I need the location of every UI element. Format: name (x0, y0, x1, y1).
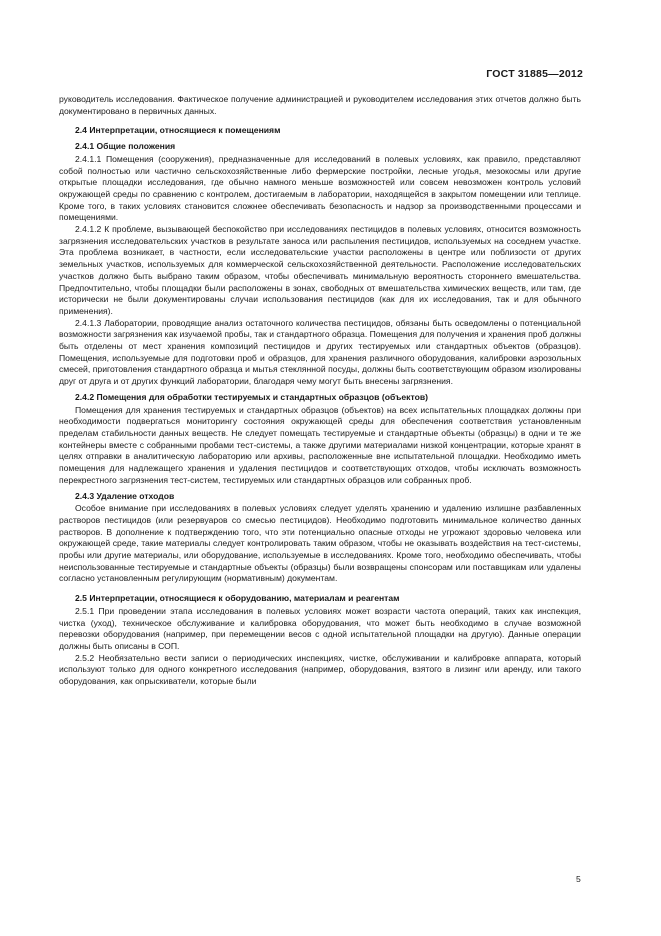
document-body (59, 94, 581, 688)
paragraph-2-4-1-1: 2.4.1.1 Помещения (сооружения), предназначенные для исследований в полевых условиях, как правило, представляют собой полностью или частично сельскохозяйственные либо фермерские постройки, лесные угодья, мезокосмы или другие открытые площадки исследования, где обычно намного меньше возможностей или совсем невозможен контроль условий окружающей среды по сравнению с контролем, достигаемым в лаборатории, находящейся в закрытом помещении или теплице. Кроме того, в таких условиях становится сложнее обеспечивать безопасность и надзор за производственными процессами и помещениями. (59, 153, 581, 223)
subsection-heading-2-4-1: 2.4.1 Общие положения (75, 141, 176, 152)
paragraph-2-4-3: Особое внимание при исследованиях в полевых условиях следует уделять хранению и удалению излишне разбавленных растворов пестицидов (или резервуаров со смесью пестицидов). Необходимо подготовить минимальное количество данных растворов. В дополнение к подтверждению того, что эти потенциально опасные отходы не угрожают здоровью человека или окружающей среде, такие материалы следует контролировать таким образом, чтобы не оказывать воздействия на тест-системы, пробы или другие материалы, или оборудование, используемые в исследованиях. Кроме того, необходимо обеспечивать, чтобы неиспользованные тестируемые и стандартные объекты (образцы) были возвращены спонсорам или поставщикам или удалены согласно установленным регулирующим (нормативным) документам. (59, 503, 581, 584)
subsection-heading-2-4-2: 2.4.2 Помещения для обработки тестируемых и стандартных образцов (объектов) (75, 391, 428, 402)
paragraph-2-5-2: 2.5.2 Необязательно вести записи о периодических инспекциях, чистке, обслуживании и калибровке аппарата, который используют только для одного конкретного исследования (например, оборудования, взятого в лизинг или аренду, или такого оборудования, как опрыскиватели, которые были (59, 652, 581, 687)
paragraph-2-5-1: 2.5.1 При проведении этапа исследования в полевых условиях может возрасти частота операций, таких как инспекция, чистка (уход), техническое обслуживание и калибровка оборудования, что может быть необходимо в случае возможной перевозки оборудования (например, при перемещении весов с одной испытательной площадки на другую). Данные операции должны быть описаны в СОП. (59, 605, 581, 651)
paragraph-2-4-2: Помещения для хранения тестируемых и стандартных образцов (объектов) на всех испытательных площадках должны при необходимости подвергаться мониторингу состояния окружающей среды для обеспечения соответствия установленным пределам стабильности данных веществ. Не следует помещать тестируемые и стандартные объекты (образцы) в одни и те же контейнеры вместе с собранными пробами тест-системы, а также другими материалами низкой концентрации, которые хранят в целях отправки в аналитическую лабораторию или архивы, расположенные вне испытательной площадки. Необходимо иметь помещения для надлежащего хранения и удаления пестицидов и соответствующих отходов, чтобы исключать возможность перекрестного загрязнения тест-систем, тестируемых или стандартных образцов или собранных проб. (59, 404, 581, 485)
paragraph-2-4-1-2: 2.4.1.2 К проблеме, вызывающей беспокойство при исследованиях пестицидов в полевых условиях, относится возможность загрязнения исследовательских участков в результате заноса или распыления пестицидов, используемых на соседнем участке. Эта проблема возникает, в частности, если исследовательские участки расположены в центре или поблизости от других земельных участков, используемых для коммерческой сельскохозяйственной деятельности. Расположение исследовательских участков должно быть выбрано таким образом, чтобы обеспечивать минимальную вероятность стороннего вмешательства. Предпочтительно, чтобы площадки были расположены в зонах, свободных от вмешательства химических веществ, или там, где исторически не были документированы случаи использования пестицидов (как для их исследования, так и для обычного применения). (59, 224, 581, 316)
section-heading-2-5: 2.5 Интерпретации, относящиеся к оборудованию, материалам и реагентам (75, 593, 400, 604)
paragraph-2-4-1-3: 2.4.1.3 Лаборатории, проводящие анализ остаточного количества пестицидов, обязаны быть осведомлены о потенциальной возможности загрязнения как изучаемой пробы, так и стандартного образца. Помещения для получения и хранения проб должны быть отделены от мест хранения композиций пестицидов и других тестируемых или стандартных объектов (образцов). Помещения, используемые для подготовки проб и образцов, для хранения различного оборудования, калибровки аэрозольных смесей, приготовления стандартного образца и мытья стеклянной посуды, должны быть соответствующим образом изолированы друг от друга и от других функций лаборатории, благодаря чему могут быть внесены загрязнения. (59, 317, 582, 387)
document-code: ГОСТ 31885—2012 (486, 68, 583, 80)
page-number: 5 (576, 874, 581, 884)
paragraph-continued: руководитель исследования. Фактическое получение администрацией и руководителем исследования этих отчетов должно быть документировано в первичных данных. (59, 94, 581, 116)
subsection-heading-2-4-3: 2.4.3 Удаление отходов (75, 490, 175, 501)
section-heading-2-4: 2.4 Интерпретации, относящиеся к помещениям (75, 125, 281, 136)
